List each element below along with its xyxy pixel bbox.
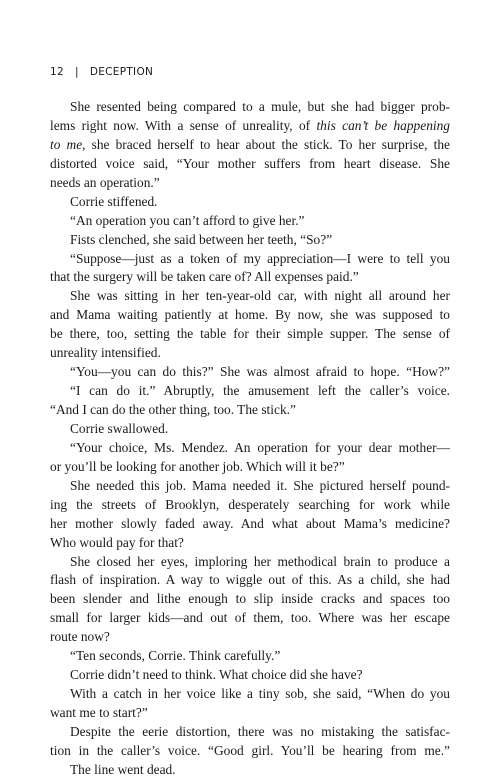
text-segment: her mother slowly faded away. And what about Mama’s medicine? — [50, 515, 450, 531]
text-line — [50, 723, 450, 742]
text-segment: With a catch in her voice like a tiny sob, she said, “When do you — [70, 686, 450, 702]
text-segment: “And I can do the other thing, too. The stick.” — [50, 402, 296, 417]
text-segment: Corrie stiffened. — [70, 193, 158, 209]
text-segment: “I can do it.” Abruptly, the amusement left the caller’s voice. — [70, 383, 450, 399]
text-segment: distorted voice said, “Your mother suffers from heart disease. She — [50, 155, 450, 171]
text-line — [50, 212, 450, 231]
text-line — [50, 420, 450, 439]
text-segment: “Your choice, Ms. Mendez. An operation for your dear mother— — [70, 439, 450, 455]
text-line — [50, 647, 450, 666]
text-segment: tion in the caller’s voice. “Good girl. You’ll be hearing from me.” — [50, 742, 450, 758]
text-line — [50, 761, 450, 780]
text-segment: “Ten seconds, Corrie. Think carefully.” — [70, 648, 281, 664]
text-segment: flash of inspiration. A way to wiggle out of this. As a child, she had — [50, 572, 450, 588]
text-line — [50, 401, 450, 420]
text-segment: unreality intensified. — [50, 345, 161, 361]
text-segment: that the surgery will be taken care of? All expenses paid.” — [50, 269, 359, 285]
text-line — [50, 250, 450, 269]
text-line — [50, 231, 450, 250]
text-line — [50, 685, 450, 704]
text-line — [50, 590, 450, 609]
text-line — [50, 325, 450, 344]
text-segment: or you’ll be looking for another job. Which will it be?” — [50, 458, 345, 474]
text-segment: been slender and lithe enough to slip inside cracks and spaces too — [50, 591, 450, 607]
text-segment: “An operation you can’t afford to give her.” — [70, 212, 305, 228]
text-segment: She needed this job. Mama needed it. She pictured herself pound- — [70, 477, 450, 493]
text-segment: She closed her eyes, imploring her methodical brain to produce a — [70, 553, 450, 569]
book-title: DECEPTION — [89, 66, 154, 78]
text-segment: Fists clenched, she said between her teeth, “So?” — [70, 231, 333, 247]
text-line — [50, 306, 450, 325]
text-line — [50, 174, 450, 193]
text-line — [50, 515, 450, 534]
text-segment: The line went dead. — [70, 761, 176, 777]
text-line — [50, 609, 450, 628]
text-line — [50, 477, 450, 496]
body-text — [50, 98, 450, 780]
text-segment: She was sitting in her ten-year-old car, with night all around her — [70, 288, 450, 304]
text-segment: small for larger kids—and out of them, too. Where was her escape — [50, 610, 450, 626]
text-segment: ing the streets of Brooklyn, desperately searching for work while — [50, 496, 450, 512]
text-segment: she braced herself to hear about the stick. To her surprise, the — [85, 136, 450, 152]
text-line — [50, 98, 450, 117]
text-line — [50, 287, 450, 306]
text-line — [50, 553, 450, 572]
text-line — [50, 666, 450, 685]
text-line — [50, 571, 450, 590]
text-segment: want me to start?” — [50, 705, 148, 720]
italic-text: to me, — [50, 136, 86, 152]
text-line — [50, 268, 450, 287]
text-segment: “You—you can do this?” She was almost afraid to hope. “How?” — [70, 364, 450, 380]
running-head — [50, 64, 153, 80]
text-segment: Who would pay for that? — [50, 534, 184, 550]
italic-text: this can’t be happening — [316, 117, 450, 133]
text-line — [50, 628, 450, 647]
text-line — [50, 704, 450, 723]
text-line — [50, 742, 450, 761]
text-segment: “Suppose—just as a token of my appreciation—I were to tell you — [70, 250, 450, 266]
text-segment: Despite the eerie distortion, there was no mistaking the satisfac- — [70, 723, 450, 739]
text-line — [50, 193, 450, 212]
text-line — [50, 117, 450, 136]
text-line — [50, 382, 450, 401]
page-number: 12 — [50, 66, 64, 78]
text-line — [50, 534, 450, 553]
text-segment: route now? — [50, 629, 110, 645]
text-segment: and Mama waiting patiently at home. By now, she was supposed to — [50, 307, 450, 323]
text-line — [50, 136, 450, 155]
text-segment: needs an operation.” — [50, 174, 160, 190]
text-line — [50, 344, 450, 363]
text-segment: Corrie didn’t need to think. What choice did she have? — [70, 667, 363, 683]
text-line — [50, 155, 450, 174]
text-segment: Corrie swallowed. — [70, 420, 169, 436]
text-line — [50, 496, 450, 515]
header-separator: | — [74, 66, 79, 78]
text-line — [50, 439, 450, 458]
text-line — [50, 458, 450, 477]
text-segment: lems right now. With a sense of unreality, of — [50, 117, 317, 133]
text-segment: She resented being compared to a mule, but she had bigger prob- — [70, 99, 450, 114]
text-line — [50, 363, 450, 382]
text-segment: be there, too, setting the table for their simple supper. The sense of — [50, 326, 450, 342]
